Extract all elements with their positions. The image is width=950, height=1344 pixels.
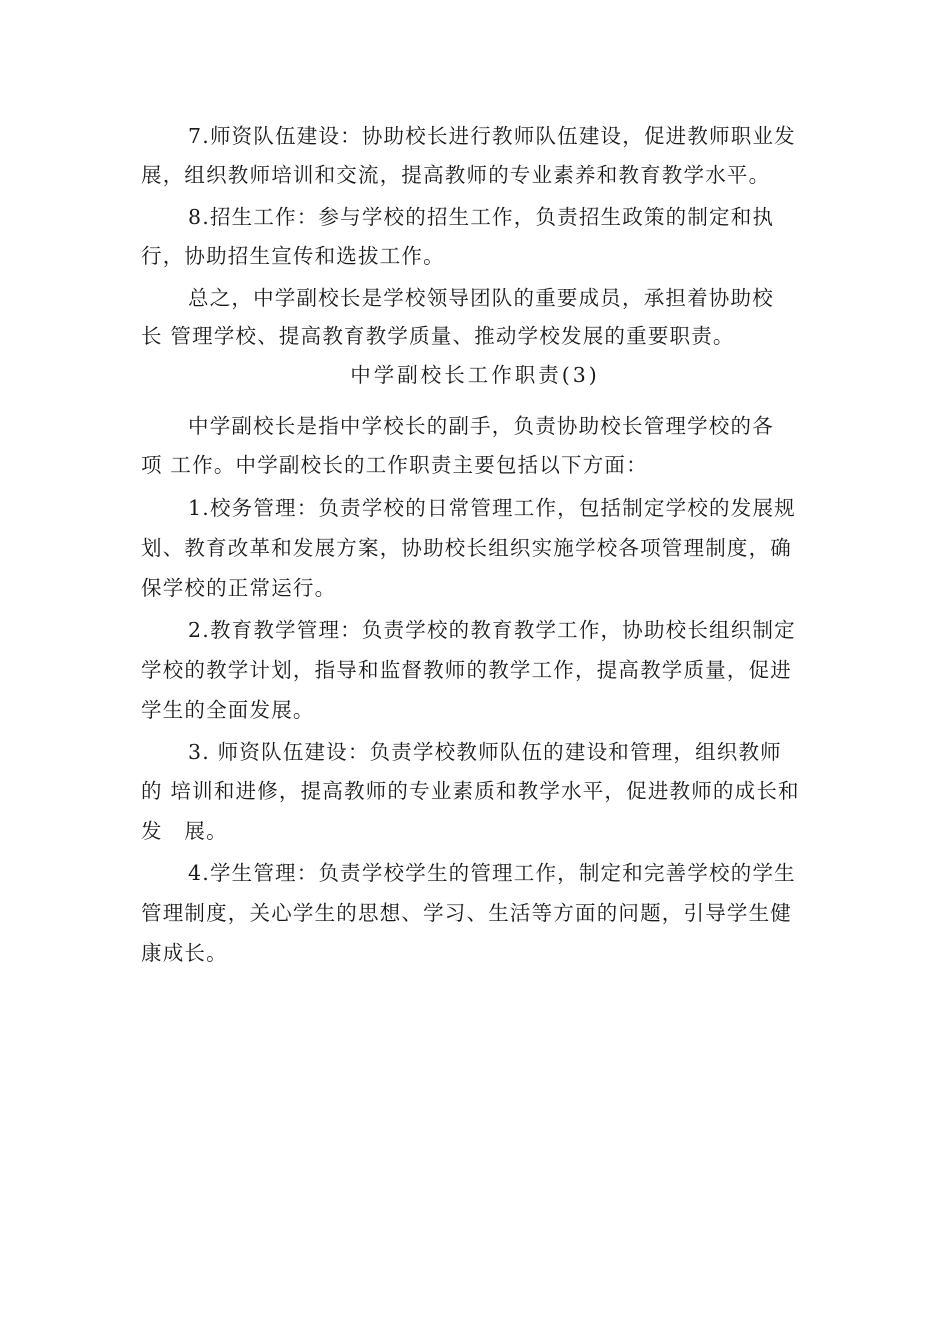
paragraph-line: 行，协助招生宣传和选拔工作。 [141, 244, 445, 268]
paragraph-line: 中学副校长是指中学校长的副手，负责协助校长管理学校的各 [188, 414, 774, 438]
paragraph-line: 保学校的正常运行。 [141, 576, 337, 600]
paragraph-line: 1.校务管理：负责学校的日常管理工作，包括制定学校的发展规 [188, 496, 796, 520]
paragraph-line: 2.教育教学管理：负责学校的教育教学工作，协助校长组织制定 [188, 618, 796, 642]
paragraph-line: 管理制度，关心学生的思想、学习、生活等方面的问题，引导学生健 [141, 901, 792, 925]
paragraph-line: 3. 师资队伍建设：负责学校教师队伍的建设和管理，组织教师 [188, 740, 782, 764]
paragraph-line: 划、教育改革和发展方案，协助校长组织实施学校各项管理制度，确 [141, 536, 792, 560]
paragraph-line: 8.招生工作：参与学校的招生工作，负责招生政策的制定和执 [188, 205, 775, 229]
paragraph-line: 长 管理学校、提高教育教学质量、推动学校发展的重要职责。 [141, 324, 735, 348]
paragraph-line: 康成长。 [141, 941, 228, 965]
paragraph-line: 展，组织教师培训和交流，提高教师的专业素养和教育教学水平。 [141, 163, 771, 187]
paragraph-line: 总之，中学副校长是学校领导团队的重要成员，承担着协助校 [188, 286, 774, 310]
paragraph-line: 学校的教学计划，指导和监督教师的教学工作，提高教学质量，促进 [141, 658, 792, 682]
section-heading: 中学副校长工作职责(3) [350, 363, 600, 387]
paragraph-line: 4.学生管理：负责学校学生的管理工作，制定和完善学校的学生 [188, 861, 796, 885]
paragraph-line: 的 培训和进修，提高教师的专业素质和教学水平，促进教师的成长和 [141, 779, 800, 803]
paragraph-line: 学生的全面发展。 [141, 698, 315, 722]
paragraph-line: 项 工作。中学副校长的工作职责主要包括以下方面： [141, 453, 648, 477]
paragraph-line: 7.师资队伍建设：协助校长进行教师队伍建设，促进教师职业发 [188, 124, 796, 148]
paragraph-line: 发 展。 [141, 819, 228, 843]
